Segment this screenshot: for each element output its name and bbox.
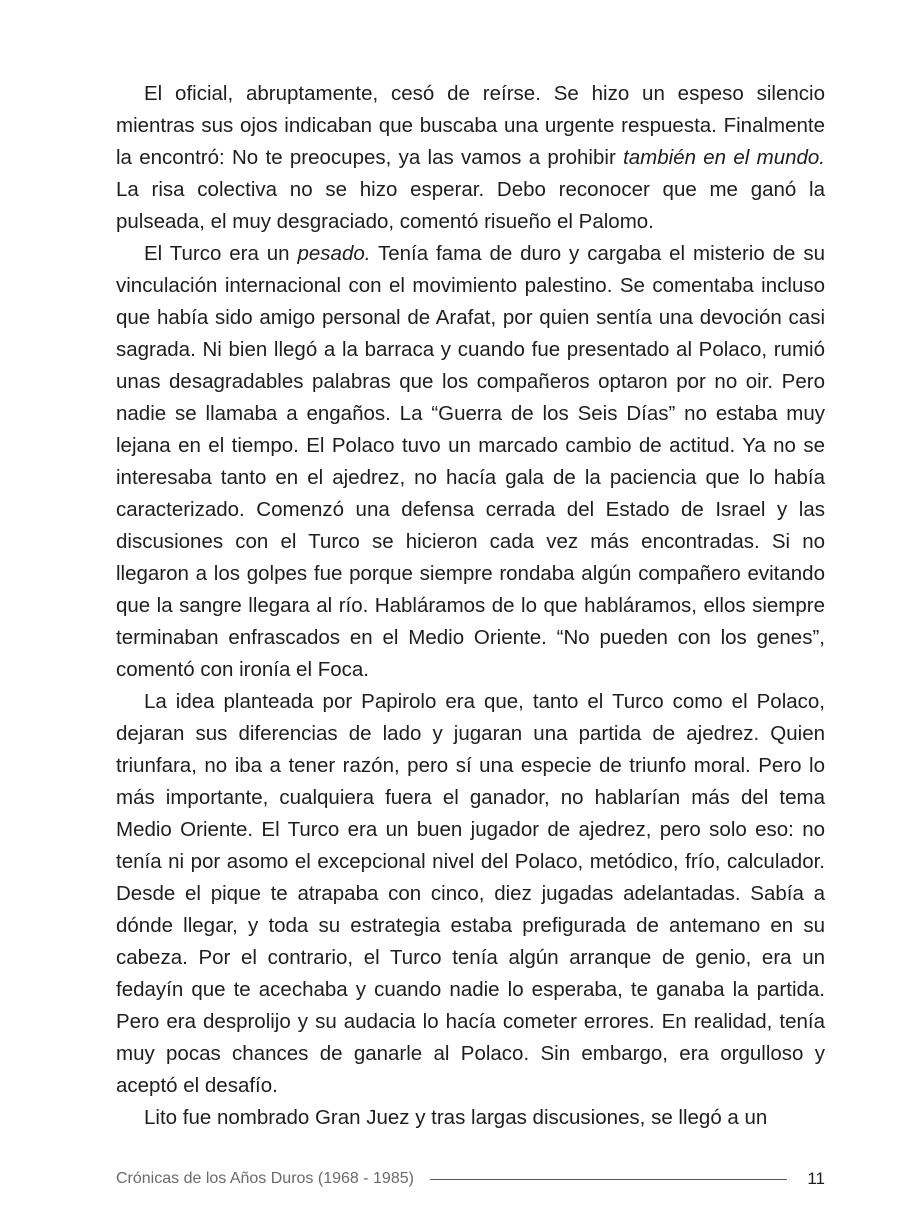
footer-book-title: Crónicas de los Años Duros (1968 - 1985): [116, 1170, 414, 1187]
text-segment: Tenía fama de duro y cargaba el misterio de su vinculación internacional con el movimiento palestino. Se comentaba incluso que había sido amigo personal de Arafat, por quien sentía una devoción casi sagrada. Ni bien llegó a la barraca y cuando fue presentado al Polaco, rumió unas desagradables palabras que los compañeros optaron por no oir. Pero nadie se llamaba a engaños. La “Guerra de los Seis Días” no estaba muy lejana en el tiempo. El Polaco tuvo un marcado cambio de actitud. Ya no se interesaba tanto en el ajedrez, no hacía gala de la paciencia que lo había caracterizado. Comenzó una defensa cerrada del Estado de Israel y las discusiones con el Turco se hicieron cada vez más encontradas. Si no llegaron a los golpes fue porque siempre rondaba algún compañero evitando que la sangre llegara al río. Habláramos de lo que habláramos, ellos siempre terminaban enfrascados en el Medio Oriente. “No pueden con los genes”, comentó con ironía el Foca.: [116, 242, 825, 681]
text-segment: El Turco era un: [144, 242, 298, 265]
body-text: [116, 78, 825, 1134]
text-segment: La risa colectiva no se hizo esperar. Debo reconocer que me ganó la pulseada, el muy desgraciado, comentó risueño el Palomo.: [116, 178, 825, 233]
paragraph-2: [116, 238, 825, 686]
italic-text-segment: también en el mundo.: [623, 146, 825, 169]
paragraph-1: [116, 78, 825, 238]
text-segment: Lito fue nombrado Gran Juez y tras largas discusiones, se llegó a un: [144, 1106, 768, 1129]
paragraph-3: [116, 686, 825, 1102]
footer-divider: [430, 1179, 787, 1180]
paragraph-4: [116, 1102, 825, 1134]
page-footer: [116, 1166, 825, 1192]
text-segment: El oficial, abruptamente, cesó de reírse. Se hizo un espeso silencio mientras sus ojos indicaban que buscaba una urgente respuesta. Finalmente la encontró: No te preocupes, ya las vamos a prohibir: [116, 82, 825, 169]
italic-text-segment: pesado.: [297, 242, 371, 265]
page-number: 11: [807, 1169, 825, 1188]
text-segment: La idea planteada por Papirolo era que, tanto el Turco como el Polaco, dejaran sus diferencias de lado y jugaran una partida de ajedrez. Quien triunfara, no iba a tener razón, pero sí una especie de triunfo moral. Pero lo más importante, cualquiera fuera el ganador, no hablarían más del tema Medio Oriente. El Turco era un buen jugador de ajedrez, pero solo eso: no tenía ni por asomo el excepcional nivel del Polaco, metódico, frío, calculador. Desde el pique te atrapaba con cinco, diez jugadas adelantadas. Sabía a dónde llegar, y toda su estrategia estaba prefigurada de antemano en su cabeza. Por el contrario, el Turco tenía algún arranque de genio, era un fedayín que te acechaba y cuando nadie lo esperaba, te ganaba la partida. Pero era desprolijo y su audacia lo hacía cometer errores. En realidad, tenía muy pocas chances de ganarle al Polaco. Sin embargo, era orgulloso y aceptó el desafío.: [116, 690, 825, 1097]
